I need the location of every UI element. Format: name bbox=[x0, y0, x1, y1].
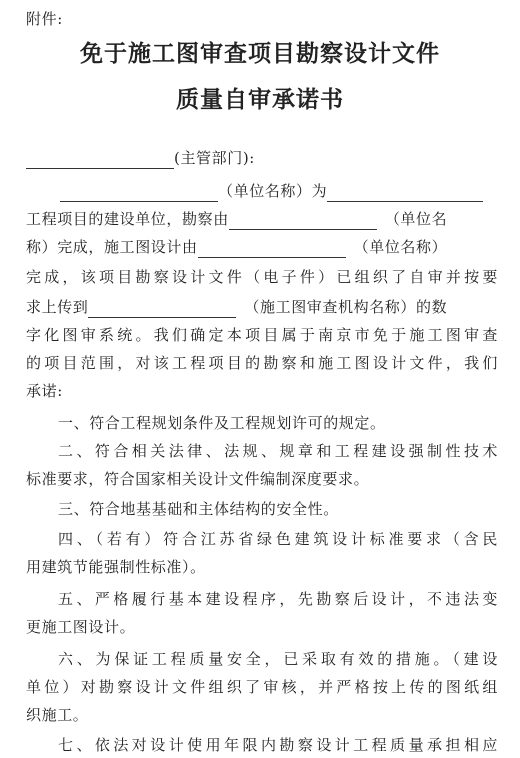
design-unit-line bbox=[26, 236, 498, 258]
construction-unit-text: 工程项目的建设单位，勘察由 bbox=[26, 210, 229, 228]
commitment-item-6c: 织施工。 bbox=[26, 706, 89, 724]
body-line-7: 承诺: bbox=[26, 382, 63, 400]
commitment-item-2b: 标准要求，符合国家相关设计文件编制深度要求。 bbox=[26, 470, 370, 488]
unit-label-2: （单位名 bbox=[384, 210, 448, 228]
project-name-blank[interactable] bbox=[327, 185, 483, 202]
commitment-item-2a: 二、符合相关法律、法规、规章和工程建设强制性技术 bbox=[58, 442, 498, 460]
body-line-6: 的项目范围，对该工程项目的勘察和施工图设计文件，我们 bbox=[26, 354, 498, 372]
agency-label: （施工图审查机构名称）的数 bbox=[244, 298, 448, 316]
upload-line bbox=[26, 296, 498, 318]
commitment-item-4a: 四、（若有）符合江苏省绿色建筑设计标准要求（含民 bbox=[58, 530, 498, 548]
attachment-label: 附件: bbox=[26, 10, 63, 28]
unit-label-3: （单位名称） bbox=[353, 238, 448, 256]
salutation-suffix: (主管部门): bbox=[174, 149, 255, 167]
design-unit-blank[interactable] bbox=[198, 241, 346, 258]
title-line-1: 免于施工图审查项目勘察设计文件 bbox=[80, 40, 440, 67]
commitment-item-3: 三、符合地基基础和主体结构的安全性。 bbox=[58, 500, 339, 518]
commitment-item-5b: 更施工图设计。 bbox=[26, 618, 136, 636]
body-line-5: 字化图审系统。我们确定本项目属于南京市免于施工图审查 bbox=[26, 326, 498, 344]
body-line-3: 完成，该项目勘察设计文件（电子件）已组织了自审并按要 bbox=[26, 268, 498, 286]
upload-text: 求上传到 bbox=[26, 298, 89, 316]
commitment-item-1: 一、符合工程规划条件及工程规划许可的规定。 bbox=[58, 414, 386, 432]
commitment-item-5a: 五、严格履行基本建设程序，先勘察后设计，不违法变 bbox=[58, 590, 498, 608]
unit-line bbox=[60, 180, 498, 202]
survey-unit-blank[interactable] bbox=[229, 213, 377, 230]
review-agency-blank[interactable] bbox=[88, 301, 236, 318]
department-blank[interactable] bbox=[26, 152, 174, 169]
construction-unit-line bbox=[26, 208, 498, 230]
unit-label-1: （单位名称）为 bbox=[218, 182, 328, 200]
commitment-item-6b: 单位）对勘察设计文件组织了审核，并严格按上传的图纸组 bbox=[26, 678, 498, 696]
salutation-line bbox=[26, 147, 498, 169]
completed-text-1: 称）完成，施工图设计由 bbox=[26, 238, 198, 256]
commitment-item-6a: 六、为保证工程质量安全，已采取有效的措施。（建设 bbox=[58, 650, 498, 668]
commitment-item-7a: 七、依法对设计使用年限内勘察设计工程质量承担相应 bbox=[58, 736, 498, 754]
commitment-item-4b: 用建筑节能强制性标准）。 bbox=[26, 558, 206, 576]
title-line-2: 质量自审承诺书 bbox=[176, 86, 344, 113]
unit-name-blank-1[interactable] bbox=[60, 185, 218, 202]
